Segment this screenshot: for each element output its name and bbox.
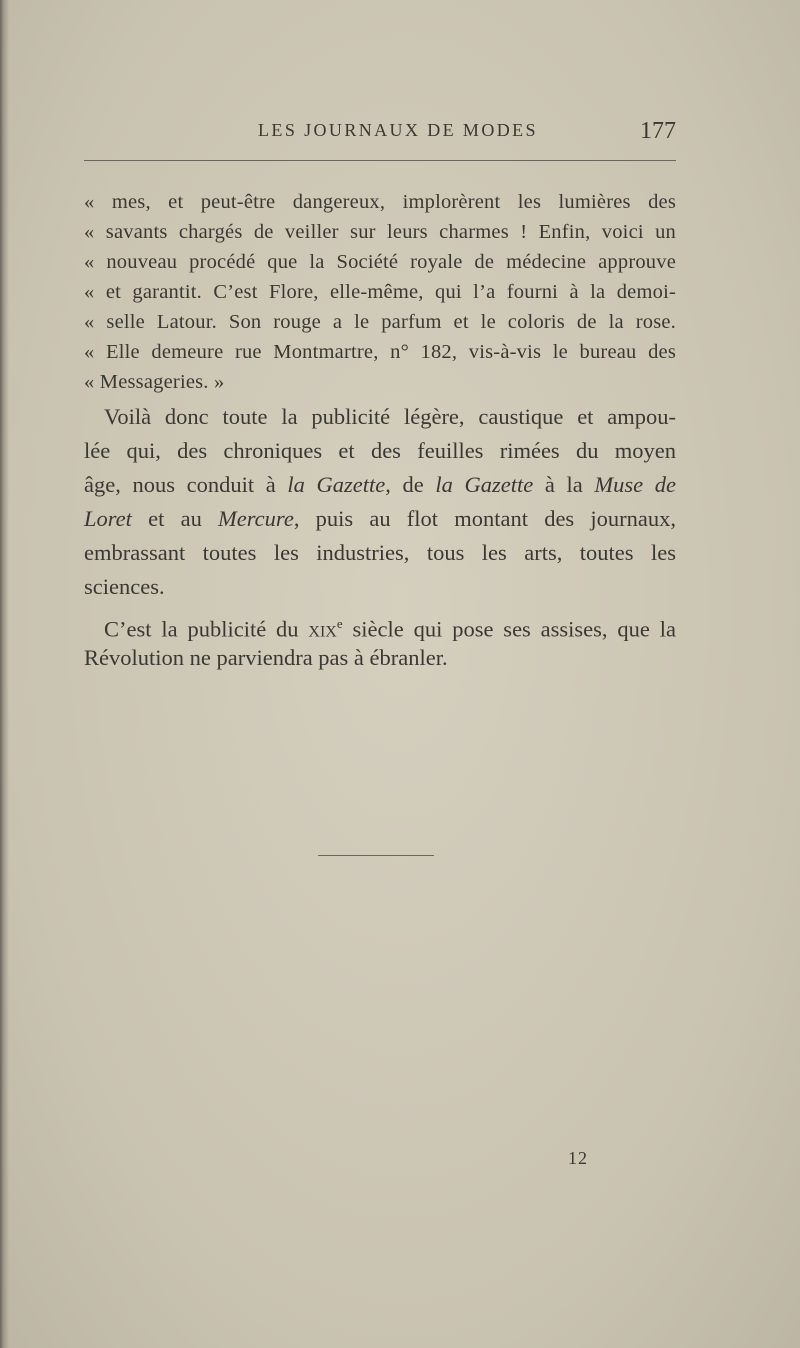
italic-title: la Gazette [435,472,534,497]
text-run: C’est la publicité du [104,616,309,642]
signature-mark: 12 [568,1148,588,1168]
guillemet: « [84,281,106,303]
quote-line [84,366,676,398]
italic-title: Mercure [218,506,294,531]
guillemet: « [84,371,100,393]
italic-title: la Gazette [287,472,386,497]
paragraph-line: Révolution ne parviendra pas à ébranler. [84,645,448,670]
running-title: LES JOURNAUX DE MODES [258,120,538,140]
quote-line [84,336,676,368]
quote-text: mes, et peut-être dangereux, implorèrent les lumières des [111,191,676,213]
quote-text: selle Latour. Son rouge a le parfum et le coloris de la rose. [106,311,676,333]
quote-line [84,246,676,278]
text-run: siècle qui pose ses assises, que la [342,616,676,642]
header-rule [84,160,676,161]
paragraph-line: sciences. [84,574,165,599]
quote-text: savants chargés de veiller sur leurs charmes ! Enfin, voici un [105,221,676,243]
guillemet: « [84,251,107,273]
paragraph-line: Voilà donc toute la publicité légère, caustique et ampou- [104,404,676,429]
guillemet: « [84,311,107,333]
quote-line [84,276,676,308]
italic-title: Muse de [594,472,676,497]
superscript: e [336,616,343,631]
paragraph-line: embrassant toutes les industries, tous les arts, toutes les [84,540,676,565]
paragraph-line: lée qui, des chroniques et des feuilles rimées du moyen [84,438,676,463]
text-run: âge, nous conduit à [84,472,288,497]
end-rule [318,855,434,856]
running-head [84,116,676,152]
text-run: et au [131,506,219,531]
paragraph-line [84,503,676,535]
quote-text: et garantit. C’est Flore, elle-même, qui l’a fourni à la demoi- [105,281,676,303]
text-run: , de [385,472,436,497]
guillemet: « [84,341,107,363]
italic-title: Loret [84,506,132,531]
paragraph-line [84,608,676,646]
page-number: 177 [640,118,676,144]
century-numeral: xix [308,616,337,642]
page-spine-shadow [0,0,9,1348]
quote-text: Messageries. » [99,371,225,393]
quote-line [84,186,676,218]
text-run: , puis au flot montant des journaux, [293,506,676,531]
text-run: à la [533,472,595,497]
guillemet: « [84,191,112,213]
quote-text: Elle demeure rue Montmartre, n° 182, vis-à-vis le bureau des [106,341,676,363]
guillemet: « [84,221,106,243]
quote-line [84,216,676,248]
quote-text: nouveau procédé que la Société royale de médecine approuve [106,251,676,273]
quote-line [84,306,676,338]
paragraph-line [84,469,676,501]
